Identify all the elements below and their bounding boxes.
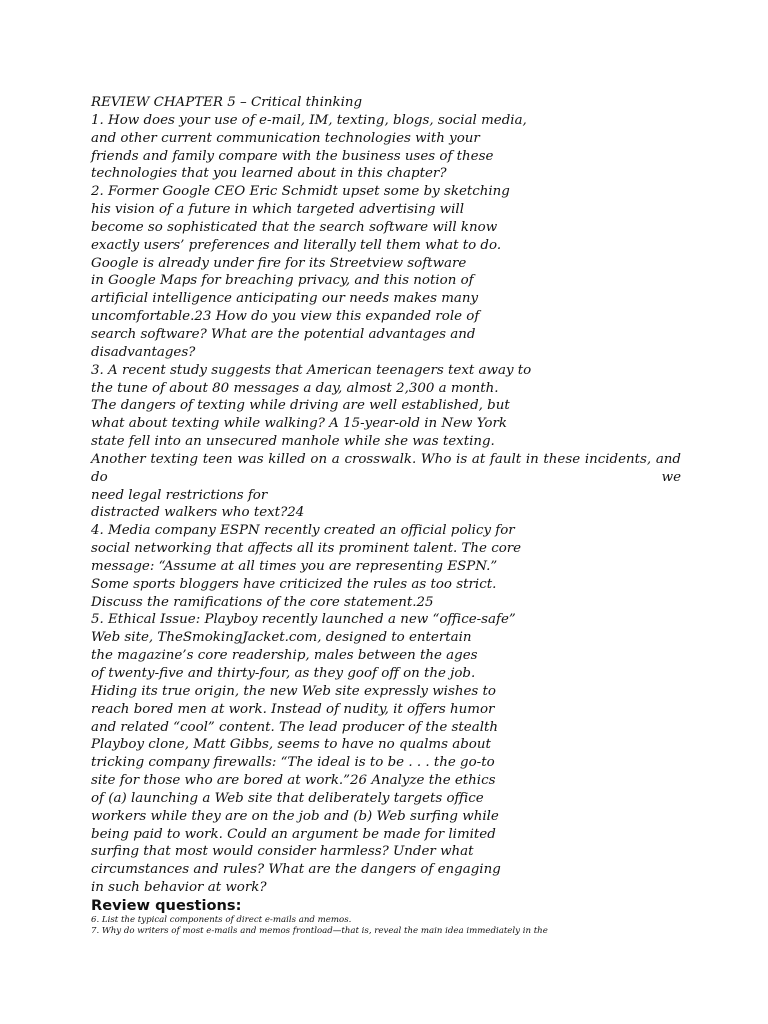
text-line: the tune of about 80 messages a day, almost 2,300 a month.: [91, 380, 499, 396]
review-question-item: 7. Why do writers of most e-mails and memos frontload—that is, reveal the main idea immediately in the: [91, 925, 548, 936]
text-line: 1. How does your use of e-mail, IM, texting, blogs, social media,: [91, 112, 527, 128]
text-line: 4. Media company ESPN recently created an official policy for: [91, 523, 515, 539]
text-line: message: “Assume at all times you are representing ESPN.”: [91, 558, 498, 574]
review-question-item: 6. List the typical components of direct e-mails and memos.: [91, 914, 352, 925]
text-line: Web site, TheSmokingJacket.com, designed to entertain: [91, 630, 472, 646]
text-line: 2. Former Google CEO Eric Schmidt upset some by sketching: [91, 184, 510, 200]
text-line: disadvantages?: [91, 344, 196, 360]
text-line: search software? What are the potential advantages and: [91, 326, 476, 342]
text-line: site for those who are bored at work.”26 Analyze the ethics: [91, 773, 496, 789]
text-line: 5. Ethical Issue: Playboy recently launched a new “office-safe”: [91, 612, 516, 628]
text-line: workers while they are on the job and (b) Web surfing while: [91, 808, 499, 824]
text-line: Hiding its true origin, the new Web site expressly wishes to: [91, 683, 496, 699]
text-line: 3. A recent study suggests that American teenagers text away to: [91, 362, 532, 378]
text-line: friends and family compare with the business uses of these: [91, 148, 494, 164]
text-line: technologies that you learned about in this chapter?: [91, 166, 447, 182]
text-line: the magazine’s core readership, males between the ages: [91, 648, 478, 664]
text-line: uncomfortable.23 How do you view this expanded role of: [91, 309, 480, 325]
text-line: need legal restrictions for: [91, 487, 268, 503]
review-questions-heading: Review questions:: [91, 896, 242, 914]
text-line: tricking company firewalls: “The ideal is to be . . . the go-to: [91, 755, 495, 771]
text-line: distracted walkers who text?24: [91, 505, 305, 521]
text-line: circumstances and rules? What are the dangers of engaging: [91, 862, 501, 878]
document-body: [91, 94, 681, 937]
text-line: being paid to work. Could an argument be made for limited: [91, 826, 496, 842]
text-line: Discuss the ramifications of the core statement.25: [91, 594, 434, 610]
text-line: his vision of a future in which targeted advertising will: [91, 202, 464, 218]
text-line: become so sophisticated that the search software will know: [91, 219, 498, 235]
text-line: Playboy clone, Matt Gibbs, seems to have no qualms about: [91, 737, 491, 753]
text-line: Another texting teen was killed on a crosswalk. Who is at fault in these incidents, and do we: [91, 451, 681, 485]
text-line: exactly users’ preferences and literally tell them what to do.: [91, 237, 502, 253]
text-line: reach bored men at work. Instead of nudity, it offers humor: [91, 701, 495, 717]
text-line: of twenty-five and thirty-four, as they goof off on the job.: [91, 666, 476, 681]
text-line: what about texting while walking? A 15-year-old in New York: [91, 416, 507, 432]
text-line: social networking that affects all its prominent talent. The core: [91, 541, 522, 557]
text-line: surfing that most would consider harmless? Under what: [91, 844, 474, 860]
text-line: and other current communication technologies with your: [91, 130, 480, 146]
chapter-title: REVIEW CHAPTER 5 – Critical thinking: [91, 95, 363, 110]
text-line: in Google Maps for breaching privacy, and this notion of: [91, 273, 474, 289]
text-line: state fell into an unsecured manhole while she was texting.: [91, 434, 495, 450]
text-line: Some sports bloggers have criticized the rules as too strict.: [91, 576, 497, 592]
text-line: and related “cool” content. The lead producer of the stealth: [91, 719, 499, 735]
text-line: in such behavior at work?: [91, 880, 267, 896]
text-line: Google is already under fire for its Streetview software: [91, 255, 467, 271]
text-line: The dangers of texting while driving are well established, but: [91, 398, 510, 414]
text-line: artificial intelligence anticipating our needs makes many: [91, 291, 479, 307]
text-line: of (a) launching a Web site that deliberately targets office: [91, 790, 484, 806]
